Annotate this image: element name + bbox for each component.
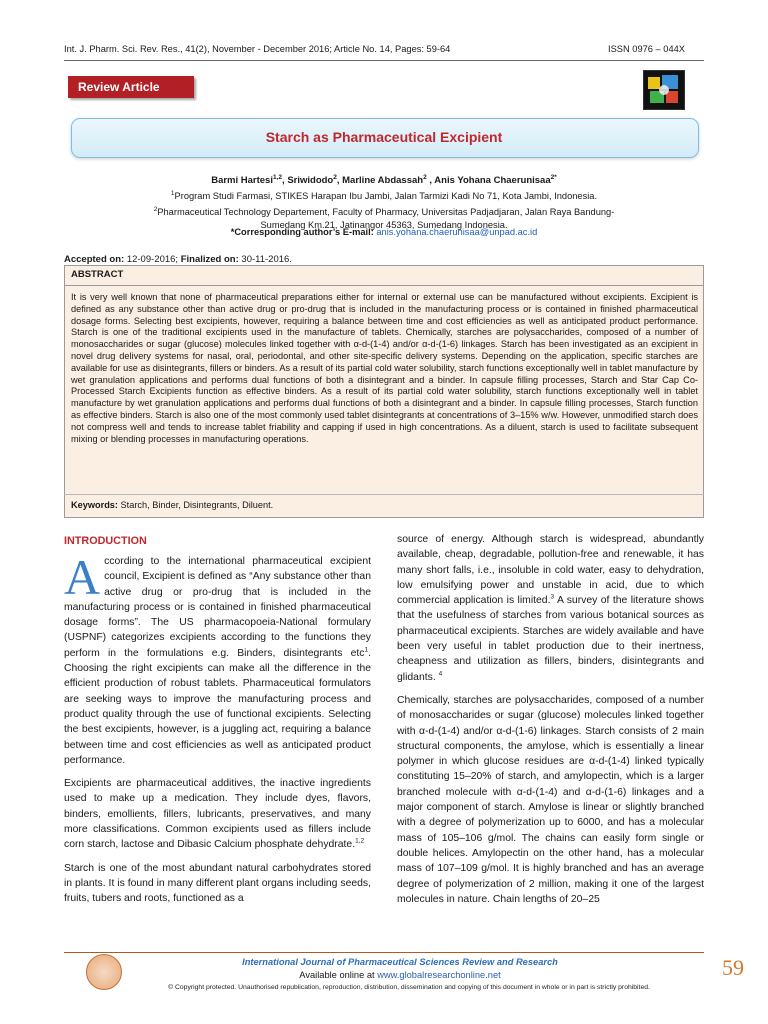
- author-affil: 2: [423, 174, 427, 181]
- column-right: [397, 532, 704, 915]
- corresponding-author: *Corresponding author’s E-mail: anis.yohana.chaerunisaa@unpad.ac.id: [230, 227, 538, 237]
- keywords: Keywords: Starch, Binder, Disintegrants, Diluent.: [71, 500, 274, 510]
- citation: 1: [364, 646, 369, 654]
- article-title: Starch as Pharmaceutical Excipient: [265, 129, 503, 145]
- paragraph: Chemically, starches are polysaccharides, composed of a number of monosaccharides or sugar (glucose) molecules linked together with α-d-(1-4) and/or α-d-(1-6) linkages. Starch consists of 2 main structural components, the amylose, which is essentially a linear polymer in which glucose residues are α-d-(1-4) linked typically constituting 15–20% of starch, and amylopectin, which is a larger branched molecule with α-d-(1-4) and α-d-(1-6) linkages and a major component of starch. Amylose is linear or slightly branched with a degree of polymerization up to 6000, and has a molecular mass of 105–106 g/mol. The chains can easily form single or double helices. Amylopectin on the other hand, has a molecular mass of 107–109 g/mol. It is highly branched and has an average degree of polymerization of 2 million, making it one of the largest molecules in nature. Chain lengths of 20–25: [397, 694, 704, 905]
- journal-reference: Int. J. Pharm. Sci. Rev. Res., 41(2), November - December 2016; Article No. 14, Pages: 59-64: [64, 44, 451, 54]
- affiliation-2-cont: Sumedang Km.21, Jatinangor 45363, Sumedang Indonesia.: [260, 220, 508, 231]
- author-affil: 1,2: [272, 174, 283, 181]
- citation: 4: [438, 670, 443, 678]
- citation: 1,2: [355, 837, 365, 845]
- drop-cap: A: [64, 549, 101, 605]
- affiliation-2: Pharmaceutical Technology Departement, Faculty of Pharmacy, Universitas Padjadjaran, Jalan Raya Bandung-: [157, 207, 615, 218]
- section-heading-introduction: INTRODUCTION: [64, 535, 147, 547]
- email-link[interactable]: anis.yohana.chaerunisaa@unpad.ac.id: [376, 227, 538, 237]
- author-list: Barmi Hartesi$^{1,2}$, Sriwidodo$^2$, Marline Abdassah$^2$ , Anis Yohana Chaerunisaa$^{2*}$: [211, 174, 557, 187]
- article-dates: Accepted on: 12-09-2016; Finalized on: 30-11-2016.: [64, 254, 292, 265]
- author-affil: 2: [333, 174, 337, 181]
- abstract-heading: ABSTRACT: [64, 265, 704, 286]
- paragraph: According to the international pharmaceutical excipient council, Excipient is defined as “Any substance other than active drug or pro-drug that is included in the manufacturing process or is contained in finished pharmaceutical dosage forms”. The US pharmacopoeia-National formulary (USPNF) categorizes excipients according to the functions they perform in the formulations e.g. Binders, disintegrants etc$^1$. Choosing the right excipients can make all the difference in the efficient production of robust tablets. Pharmaceutical formulators are seeking ways to improve the manufacturing process and product quality through the use of functional excipients. Selecting the best excipients, however, is a juggling act, requiring a balance between time and cost efficiencies as well as anticipated product performance.: [64, 549, 371, 766]
- footer-rule: [64, 952, 704, 953]
- column-left: [64, 549, 371, 915]
- author-affil: 2*: [550, 174, 557, 181]
- article-type-badge: Review Article: [68, 76, 194, 98]
- copyright-notice: © Copyright protected. Unauthorised republication, reproduction, distribution, dissemination and copying of this document in whole or in part is strictly prohibited.: [168, 984, 650, 991]
- affiliations: $^1$Program Studi Farmasi, STIKES Harapan Ibu Jambi, Jalan Tarmizi Kadi No 71, Kota Jambi, Indonesia. $^2$Pharmaceutical Technology Departement, Faculty of Pharmacy, Universitas Padjadjaran, Jalan Raya Bandung- Sumedang Km.21, Jatinangor 45363, Sumedang Indonesia.: [100, 187, 668, 232]
- header-rule: [64, 60, 704, 61]
- footer-journal-name: International Journal of Pharmaceutical Sciences Review and Research: [242, 957, 558, 967]
- affiliation-1: Program Studi Farmasi, STIKES Harapan Ibu Jambi, Jalan Tarmizi Kadi No 71, Kota Jambi, Indonesia.: [174, 191, 598, 202]
- author-name: Sriwidodo: [287, 175, 334, 187]
- author-name: Anis Yohana Chaerunisaa: [434, 175, 551, 187]
- abstract-text: It is very well known that none of pharmaceutical preparations either for internal or external use can be manufactured without excipients. Excipient is defined as any substance other than active drug or pro-drug that is included in the manufacturing process or is contained in finished pharmaceutical dosage forms. Selecting best excipients, however, requiring a balance between time and cost efficiencies as well as anticipated product performance. Starch is one of the traditional excipients used in the manufacture of tablets. Chemically, starches are polysaccharides, composed of a number of monosaccharides or sugar (glucose) molecules linked together with α-d-(1-4) and/or α-d-(1-6) linkages. Starch has been investigated as an excipient in novel drug delivery systems for nasal, oral, periodontal, and other site-specific delivery systems. Depending on the application, specific starches are available for use as disintegrants, fillers or binders. As a result of its partial cold water solubility, starch functions exceptionally well in tablet manufacture by wet granulation applications and performs dual functions of both a disintegrant and a binder. In capsule filling processes, Starch and Star Cap Co-Processed Starch Excipients function as effective binders. As a result of its partial cold water solubility, starch functions exceptionally well in tablet manufacture by wet granulation applications and performs dual functions of both a disintegrant and a binder. In capsule filling processes, Starch function as effective binders. Starch is also one of the most commonly used tablet disintegrants at concentrations of 3–15% w/w. However, unmodified starch does not compress well and tends to increase tablet friability and capping if used in high concentrations. As a diluent, starch is used to facilitate subsequent mixing or blending processes in manufacturing operations.: [71, 292, 698, 444]
- journal-logo-icon: [643, 70, 685, 110]
- footer-availability: Available online at www.globalresearchonline.net: [299, 970, 501, 980]
- author-name: Marline Abdassah: [342, 175, 424, 187]
- issn: ISSN 0976 – 044X: [608, 44, 686, 54]
- author-name: Barmi Hartesi: [211, 175, 273, 187]
- paragraph: Starch is one of the most abundant natural carbohydrates stored in plants. It is found in many different plant organs including seeds, fruits, tubers and roots, functioned as a: [64, 862, 371, 905]
- website-link[interactable]: www.globalresearchonline.net: [377, 970, 501, 980]
- page-number: 59: [722, 955, 744, 980]
- paragraph: source of energy. Although starch is widespread, abundantly available, cheap, degradable, pollution-free and renewable, it has many short falls, i.e., insoluble in cold water, easy to dehydration, low emulsifying power and unstable in acid, due to which commercial application is limited.$^3$ A survey of the literature shows that the usefulness of starches from various botanical sources as pharmaceutical excipients. Starches are widely available and have been very useful in tablet production due to their inertness, cheapness and utilization as fillers, binders, disintegrants and glidants. $^4$: [397, 534, 705, 683]
- paragraph: Excipients are pharmaceutical additives, the inactive ingredients used to make up a medication. They include dyes, flavors, binders, emollients, fillers, lubricants, preservatives, and many more classifications. Common excipients used as fillers include corn starch, lactose and Dibasic Calcium phosphate dehydrate.$^{1,2}$: [64, 778, 371, 851]
- citation: 3: [550, 593, 555, 601]
- keywords-rule: [64, 494, 704, 495]
